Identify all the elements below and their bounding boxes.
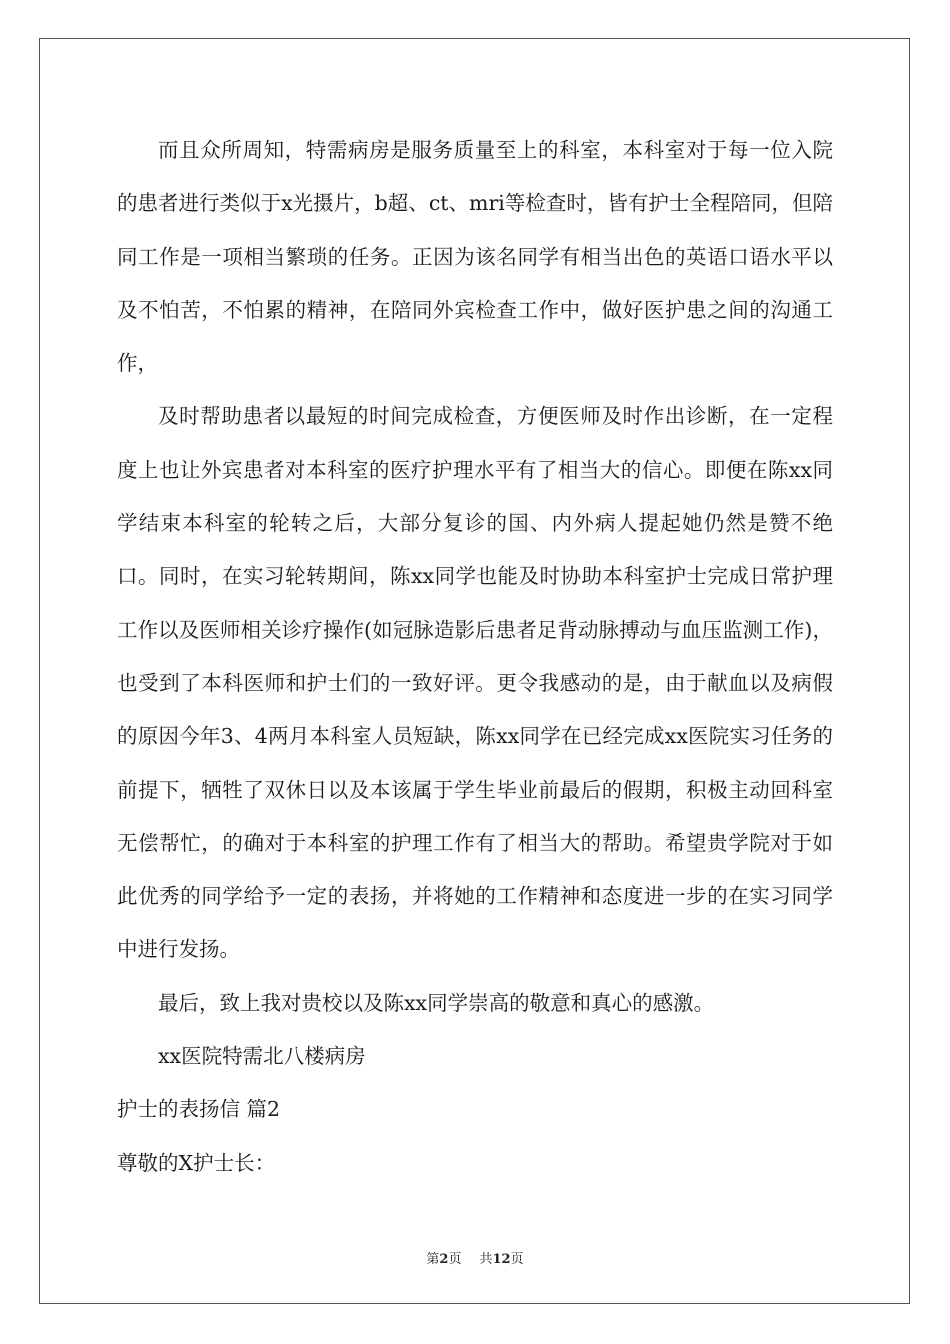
- total-prefix: 共: [479, 1252, 493, 1267]
- closing-paragraph: 最后，致上我对贵校以及陈xx同学崇高的敬意和真心的感激。: [158, 990, 715, 1015]
- total-suffix: 页: [510, 1252, 524, 1267]
- page-footer: [0, 1248, 950, 1267]
- page-suffix: 页: [448, 1252, 462, 1267]
- body-paragraph-2: 及时帮助患者以最短的时间完成检查，方便医师及时作出诊断，在一定程度上也让外宾患者对本科室的医疗护理水平有了相当大的信心。即便在陈xx同学结束本科室的轮转之后，大部分复诊的国、内外病人提起她仍然是赞不绝口。同时，在实习轮转期间，陈xx同学也能及时协助本科室护士完成日常护理工作以及医师相关诊疗操作(如冠脉造影后患者足背动脉搏动与血压监测工作)，也受到了本科医师和护士们的一致好评。更令我感动的是，由于献血以及病假的原因今年3、4两月本科室人员短缺，陈xx同学在已经完成xx医院实习任务的前提下，牺牲了双休日以及本该属于学生毕业前最后的假期，积极主动回科室无偿帮忙，的确对于本科室的护理工作有了相当大的帮助。希望贵学院对于如此优秀的同学给予一定的表扬，并将她的工作精神和态度进一步的在实习同学中进行发扬。: [117, 404, 833, 962]
- page-total: 12: [492, 1252, 511, 1267]
- page-number: 2: [439, 1252, 449, 1267]
- section-heading: 护士的表扬信 篇2: [117, 1097, 281, 1122]
- page-prefix: 第: [426, 1252, 440, 1267]
- signature-line: xx医院特需北八楼病房: [158, 1044, 366, 1069]
- document-body: [117, 124, 833, 1190]
- salutation: 尊敬的X护士长：: [117, 1150, 276, 1175]
- body-paragraph-1: 而且众所周知，特需病房是服务质量至上的科室，本科室对于每一位入院的患者进行类似于x光摄片，b超、ct、mri等检查时，皆有护士全程陪同，但陪同工作是一项相当繁琐的任务。正因为该名同学有相当出色的英语口语水平以及不怕苦，不怕累的精神，在陪同外宾检查工作中，做好医护患之间的沟通工作，: [117, 138, 833, 376]
